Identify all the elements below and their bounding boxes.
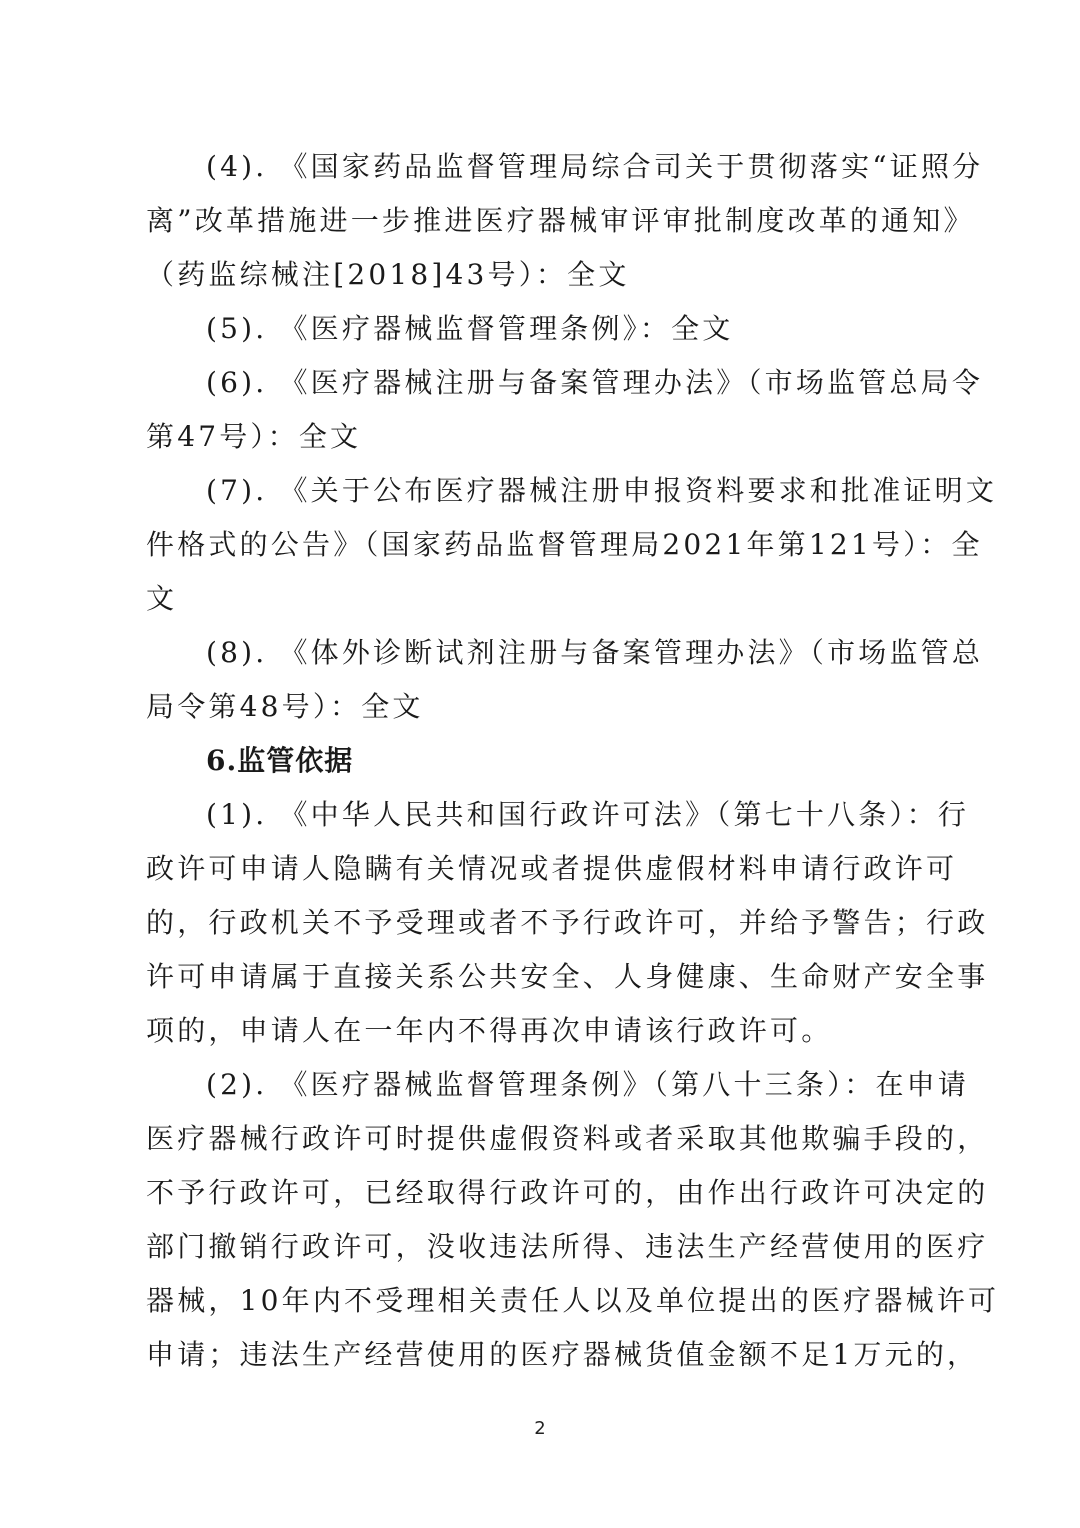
text-line: 申请；违法生产经营使用的医疗器械货值金额不足1万元的， — [146, 1338, 979, 1371]
text-line-item-6: (6). 《医疗器械注册与备案管理办法》（市场监管总局令 — [206, 366, 984, 399]
text-line: 政许可申请人隐瞒有关情况或者提供虚假材料申请行政许可 — [146, 852, 958, 885]
text-line: 许可申请属于直接关系公共安全、人身健康、生命财产安全事 — [146, 960, 989, 993]
text-line-basis-2: (2). 《医疗器械监督管理条例》（第八十三条）：在申请 — [206, 1068, 970, 1101]
text-line: 第47号）：全文 — [146, 420, 362, 453]
text-line: 医疗器械行政许可时提供虚假资料或者采取其他欺骗手段的， — [146, 1122, 989, 1155]
text-line: 器械，10年内不受理相关责任人以及单位提出的医疗器械许可 — [146, 1284, 1000, 1317]
text-line: 件格式的公告》（国家药品监督管理局2021年第121号）：全 — [146, 528, 983, 561]
text-line: 局令第48号）：全文 — [146, 690, 424, 723]
text-line: 部门撤销行政许可，没收违法所得、违法生产经营使用的医疗 — [146, 1230, 989, 1263]
page-number: 2 — [534, 1418, 546, 1439]
text-line-item-8: (8). 《体外诊断试剂注册与备案管理办法》（市场监管总 — [206, 636, 984, 669]
text-line: 项的，申请人在一年内不得再次申请该行政许可。 — [146, 1014, 833, 1047]
text-line-item-7: (7). 《关于公布医疗器械注册申报资料要求和批准证明文 — [206, 474, 998, 507]
text-line: （药监综械注[2018]43号）：全文 — [146, 258, 630, 291]
text-line: 离”改革措施进一步推进医疗器械审评审批制度改革的通知》 — [146, 204, 975, 237]
text-line: 的，行政机关不予受理或者不予行政许可，并给予警告；行政 — [146, 906, 989, 939]
section-heading: 6.监管依据 — [206, 744, 354, 777]
text-line: 不予行政许可，已经取得行政许可的，由作出行政许可决定的 — [146, 1176, 989, 1209]
text-line-basis-1: (1). 《中华人民共和国行政许可法》（第七十八条）：行 — [206, 798, 970, 831]
text-line: 文 — [146, 582, 178, 615]
text-line-item-5: (5). 《医疗器械监督管理条例》：全文 — [206, 312, 734, 345]
text-line-item-4: (4). 《国家药品监督管理局综合司关于贯彻落实“证照分 — [206, 150, 984, 183]
